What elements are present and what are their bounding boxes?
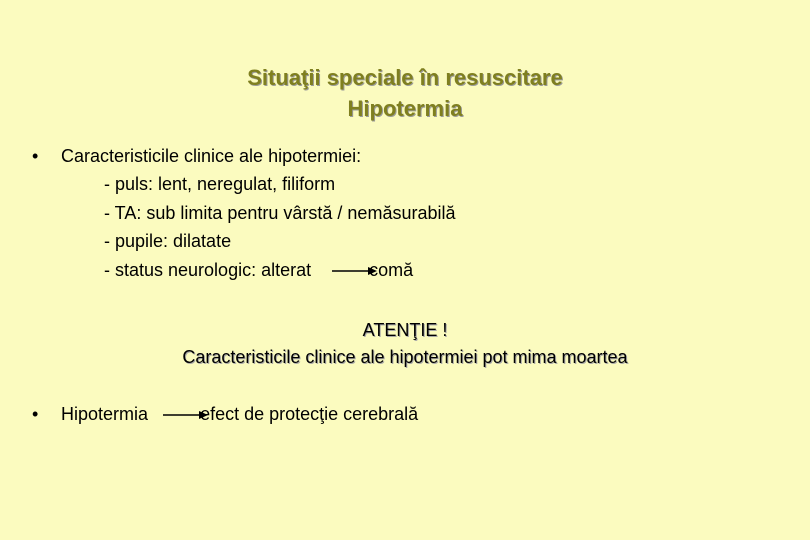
section2-label: Hipotermia: [61, 404, 149, 424]
clinical-item-neuro: - status neurologic: alterat: [104, 260, 312, 280]
arrow-target-coma: comă: [369, 260, 414, 280]
clinical-item-pupile: - pupile: dilatate: [104, 231, 232, 251]
title-line-2: Hipotermia: [347, 96, 463, 121]
attention-heading: ATENŢIE !: [362, 320, 448, 340]
arrow-target-protection: efect de protecţie cerebrală: [200, 404, 419, 424]
title-line-1: Situaţii speciale în resuscitare: [247, 65, 563, 90]
clinical-item-ta: - TA: sub limita pentru vârstă / nemăsurabilă: [104, 203, 456, 223]
slide-title: [0, 62, 810, 124]
clinical-item-neuro-row: [104, 259, 413, 281]
section2-row: [61, 403, 418, 425]
section1-heading: Caracteristicile clinice ale hipotermiei:: [61, 146, 362, 166]
bullet-icon: •: [32, 404, 39, 424]
clinical-item-puls: - puls: lent, neregulat, filiform: [104, 174, 336, 194]
bullet-icon: •: [32, 146, 39, 166]
attention-text: Caracteristicile clinice ale hipotermiei pot mima moartea: [182, 347, 628, 367]
